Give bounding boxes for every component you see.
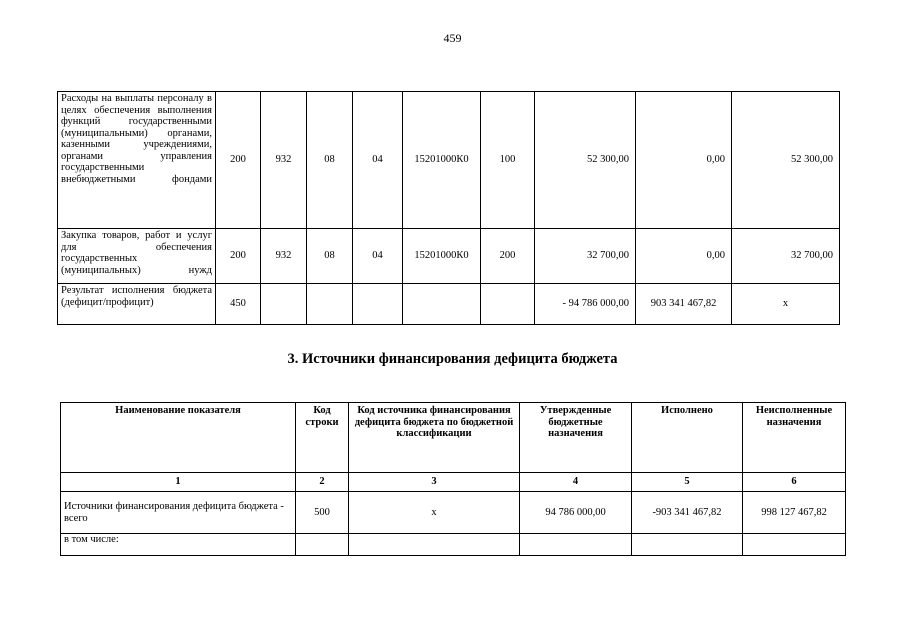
type-code: 200 (481, 229, 535, 284)
unexecuted-value: 998 127 467,82 (743, 492, 846, 534)
subsection-code (353, 284, 403, 325)
executed-value (632, 534, 743, 556)
table-row (61, 534, 846, 556)
column-number: 5 (632, 473, 743, 492)
line-code (296, 534, 349, 556)
target-code: 15201000К0 (403, 92, 481, 229)
executed-value: 0,00 (636, 229, 732, 284)
line-code: 500 (296, 492, 349, 534)
header-approved: Утвержденные бюджетные назначения (520, 403, 632, 473)
page-number: 459 (443, 31, 462, 45)
line-code: 450 (216, 284, 261, 325)
approved-value (520, 534, 632, 556)
header-name: Наименование показателя (61, 403, 296, 473)
row-name: Закупка товаров, работ и услуг для обеспечения государственных (муниципальных) нужд (58, 229, 216, 284)
header-row (61, 403, 846, 473)
subsection-code: 04 (353, 92, 403, 229)
row-name: Источники финансирования дефицита бюджета - всего (61, 492, 296, 534)
ministry-code: 932 (261, 92, 307, 229)
table-row (58, 284, 840, 325)
approved-value: - 94 786 000,00 (535, 284, 636, 325)
section-code: 08 (307, 229, 353, 284)
ministry-code: 932 (261, 229, 307, 284)
subsection-code: 04 (353, 229, 403, 284)
section-code (307, 284, 353, 325)
unexecuted-value: 32 700,00 (732, 229, 840, 284)
approved-value: 94 786 000,00 (520, 492, 632, 534)
target-code: 15201000К0 (403, 229, 481, 284)
header-unexecuted: Неисполненные назначения (743, 403, 846, 473)
column-number: 3 (349, 473, 520, 492)
header-line-code: Код строки (296, 403, 349, 473)
type-code: 100 (481, 92, 535, 229)
table-row (58, 92, 840, 229)
header-executed: Исполнено (632, 403, 743, 473)
ministry-code (261, 284, 307, 325)
column-number: 1 (61, 473, 296, 492)
column-number: 2 (296, 473, 349, 492)
section-code: 08 (307, 92, 353, 229)
type-code (481, 284, 535, 325)
source-code: х (349, 492, 520, 534)
financing-sources-table (60, 402, 846, 556)
unexecuted-value: х (732, 284, 840, 325)
executed-value: -903 341 467,82 (632, 492, 743, 534)
row-name: в том числе: (61, 534, 296, 556)
unexecuted-value (743, 534, 846, 556)
approved-value: 52 300,00 (535, 92, 636, 229)
table-row (58, 229, 840, 284)
header-source-code: Код источника финансирования дефицита бюджета по бюджетной классификации (349, 403, 520, 473)
table-row (61, 492, 846, 534)
executed-value: 0,00 (636, 92, 732, 229)
line-code: 200 (216, 229, 261, 284)
source-code (349, 534, 520, 556)
executed-value: 903 341 467,82 (636, 284, 732, 325)
column-number: 4 (520, 473, 632, 492)
row-name: Результат исполнения бюджета (дефицит/профицит) (58, 284, 216, 325)
target-code (403, 284, 481, 325)
unexecuted-value: 52 300,00 (732, 92, 840, 229)
budget-expenses-table (57, 91, 840, 325)
line-code: 200 (216, 92, 261, 229)
column-number: 6 (743, 473, 846, 492)
row-name: Расходы на выплаты персоналу в целях обеспечения выполнения функций государственными (муниципальными) органами, казенными учреждениями, органами управления государственными внебюджетными фондами (58, 92, 216, 229)
approved-value: 32 700,00 (535, 229, 636, 284)
section-title: 3. Источники финансирования дефицита бюджета (287, 351, 618, 367)
column-number-row (61, 473, 846, 492)
